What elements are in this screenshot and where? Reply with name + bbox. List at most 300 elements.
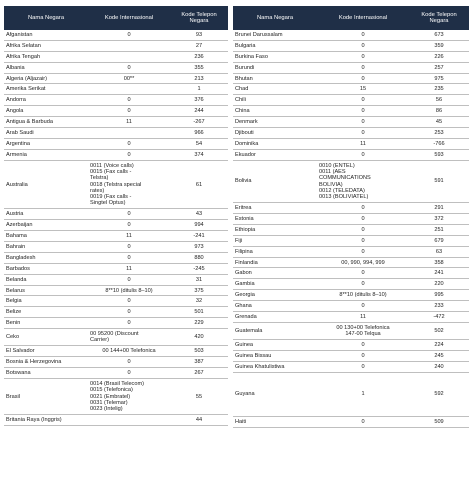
table-body	[233, 30, 469, 427]
international-code-line: 0	[127, 211, 131, 218]
country-name: Afrika Selatan	[4, 40, 88, 51]
international-code	[88, 357, 170, 368]
international-code	[317, 372, 409, 416]
country-name: Haiti	[233, 416, 317, 427]
country-name: Eritrea	[233, 203, 317, 214]
phone-code: 86	[409, 106, 469, 117]
international-code	[88, 263, 170, 274]
international-code-line: 0	[127, 254, 131, 261]
country-name: Ceko	[4, 329, 88, 346]
phone-code: 245	[409, 350, 469, 361]
international-code-line: 00 130+00 Telefonica	[336, 324, 390, 331]
international-code	[88, 160, 170, 209]
international-code-line: 0014 (Brasil Telecom)	[90, 381, 144, 388]
country-name: Guinea Bissau	[233, 350, 317, 361]
table-row	[4, 329, 228, 346]
international-code-line: 0	[127, 298, 131, 305]
international-code	[317, 73, 409, 84]
international-code-line: 00 144+00 Telefonica	[102, 348, 156, 355]
phone-code: 236	[170, 51, 228, 62]
international-code	[88, 368, 170, 379]
international-code-line: rates)	[90, 187, 105, 194]
table-row	[4, 84, 228, 95]
phone-code: 267	[170, 368, 228, 379]
table-row	[233, 416, 469, 427]
international-code-line	[90, 130, 168, 136]
phone-code: 213	[170, 73, 228, 84]
international-code	[88, 285, 170, 296]
international-code	[317, 84, 409, 95]
table-row	[233, 311, 469, 322]
phone-code: 995	[409, 290, 469, 301]
table-row	[4, 220, 228, 231]
international-code-line: 0	[127, 320, 131, 327]
country-name: Finlandia	[233, 257, 317, 268]
table-row	[233, 138, 469, 149]
international-code	[88, 149, 170, 160]
country-name: Antigua & Barbuda	[4, 117, 88, 128]
country-name: Brunei Darussalam	[233, 30, 317, 40]
phone-code: 93	[170, 30, 228, 40]
header-phone-code	[170, 6, 228, 30]
international-code	[317, 128, 409, 139]
table-header	[4, 6, 228, 30]
header-phone-code-line2: Negara	[429, 18, 449, 24]
international-code-line: 0011 (Voice calls)	[90, 162, 134, 169]
phone-code: 880	[170, 252, 228, 263]
table-row	[4, 274, 228, 285]
table-row	[4, 117, 228, 128]
international-code	[317, 322, 409, 339]
international-code	[88, 84, 170, 95]
international-code-line: 0	[361, 418, 365, 425]
country-name: Angola	[4, 106, 88, 117]
country-name: Gabon	[233, 268, 317, 279]
international-code	[317, 203, 409, 214]
international-code	[88, 242, 170, 253]
country-name: Belgia	[4, 296, 88, 307]
phone-code: 27	[170, 40, 228, 51]
country-name: Burkina Faso	[233, 51, 317, 62]
header-country: Nama Negara	[233, 6, 317, 30]
country-name: Bosnia & Herzegovina	[4, 357, 88, 368]
table-row	[4, 296, 228, 307]
international-code	[317, 40, 409, 51]
country-name: Gambia	[233, 279, 317, 290]
country-name: Afganistan	[4, 30, 88, 40]
header-phone-code-line1: Kode Telepon	[181, 11, 217, 18]
international-code-line: 0	[127, 370, 131, 377]
phone-code: 31	[170, 274, 228, 285]
country-name: Barbados	[4, 263, 88, 274]
phone-code: 233	[409, 301, 469, 312]
country-name: Albania	[4, 62, 88, 73]
table-row	[233, 128, 469, 139]
international-code-line	[90, 86, 168, 92]
phone-code: 679	[409, 235, 469, 246]
international-code	[317, 138, 409, 149]
phone-code: 1	[170, 84, 228, 95]
international-code-line: 00**	[123, 75, 135, 82]
header-phone-code-line2: Negara	[189, 18, 209, 24]
international-code-line: BOLIVIA)	[319, 181, 343, 188]
international-code	[317, 340, 409, 351]
table-row	[233, 40, 469, 51]
international-code-line: 0	[361, 119, 365, 126]
phone-code: 355	[170, 62, 228, 73]
table-row	[233, 279, 469, 290]
international-code-line: 0023 (Intelig)	[90, 406, 123, 413]
international-code-line: 0	[361, 205, 365, 212]
international-code-line: 0021 (Embratel)	[90, 393, 131, 400]
country-name: Filipina	[233, 246, 317, 257]
international-code-line: 11	[126, 265, 132, 272]
country-name: Andorra	[4, 95, 88, 106]
country-name: Ethiopia	[233, 224, 317, 235]
international-code-line: 11	[360, 140, 366, 147]
phone-code: 241	[409, 268, 469, 279]
international-code	[88, 117, 170, 128]
country-name: Chad	[233, 84, 317, 95]
table-row	[4, 51, 228, 62]
international-code-line	[90, 417, 168, 423]
international-code	[317, 301, 409, 312]
international-code-line: 0	[361, 281, 365, 288]
international-code-line: 0	[361, 64, 365, 71]
phone-code: 63	[409, 246, 469, 257]
table-row	[4, 160, 228, 209]
international-code-line: 0	[361, 108, 365, 115]
international-code	[88, 128, 170, 139]
international-code	[88, 296, 170, 307]
international-code-line: 00, 990, 994, 999	[341, 259, 385, 266]
phone-code: 975	[409, 73, 469, 84]
table-row	[233, 73, 469, 84]
international-code	[317, 224, 409, 235]
international-code-line: 0	[127, 244, 131, 251]
table-row	[4, 318, 228, 329]
international-code	[317, 268, 409, 279]
international-code-line: Telstra)	[90, 175, 109, 182]
table-row	[4, 263, 228, 274]
table-row	[4, 231, 228, 242]
international-code-line: Singtel Optus)	[90, 200, 126, 207]
international-code-line: 0	[127, 276, 131, 283]
international-code	[88, 30, 170, 40]
country-name: Bahrain	[4, 242, 88, 253]
country-name: Guatemala	[233, 322, 317, 339]
international-code	[88, 209, 170, 220]
international-code	[88, 62, 170, 73]
phone-code: 45	[409, 117, 469, 128]
international-code-line: 0015 (Fax calls -	[90, 168, 132, 175]
phone-code: 359	[409, 40, 469, 51]
phone-code: 420	[170, 329, 228, 346]
phone-code: 224	[409, 340, 469, 351]
international-code-line: 147-00 Telqua	[345, 331, 381, 338]
country-name: China	[233, 106, 317, 117]
international-code-line: 0	[361, 248, 365, 255]
country-name: Argentina	[4, 138, 88, 149]
phone-code: 61	[170, 160, 228, 209]
international-code-line: 0013 (BOLIVIATEL)	[319, 194, 369, 201]
international-code-line: 0012 (TELEDATA)	[319, 187, 365, 194]
table-row	[233, 62, 469, 73]
country-name: Guinea	[233, 340, 317, 351]
phone-code: -245	[170, 263, 228, 274]
international-code	[317, 246, 409, 257]
table-row	[233, 149, 469, 160]
table-row	[4, 252, 228, 263]
international-code-line	[90, 54, 168, 60]
country-name: Guyana	[233, 372, 317, 416]
phone-code: 229	[170, 318, 228, 329]
phone-code: 55	[170, 379, 228, 415]
international-code-line: 0	[127, 64, 131, 71]
international-code-line: 0	[361, 226, 365, 233]
table-row	[233, 322, 469, 339]
table-row	[4, 138, 228, 149]
phone-code: 375	[170, 285, 228, 296]
table-row	[4, 307, 228, 318]
international-code-line: 0	[361, 237, 365, 244]
table-row	[4, 73, 228, 84]
country-name: Fiji	[233, 235, 317, 246]
country-code-table-left	[4, 6, 228, 426]
international-code-line: 0	[361, 42, 365, 49]
international-code-line: 0	[361, 363, 365, 370]
phone-code: 43	[170, 209, 228, 220]
country-name: Georgia	[233, 290, 317, 301]
header-country: Nama Negara	[4, 6, 88, 30]
international-code-line: 0	[361, 130, 365, 137]
table-row	[4, 368, 228, 379]
table-row	[233, 51, 469, 62]
international-code	[317, 416, 409, 427]
country-name: Bulgaria	[233, 40, 317, 51]
country-name: Arab Saudi	[4, 128, 88, 139]
phone-code: 251	[409, 224, 469, 235]
international-code	[88, 51, 170, 62]
international-code-line: Carrier)	[90, 337, 109, 344]
country-name: Belize	[4, 307, 88, 318]
phone-code: 593	[409, 149, 469, 160]
country-name: Belarus	[4, 285, 88, 296]
phone-code: 592	[409, 372, 469, 416]
phone-code: 240	[409, 361, 469, 372]
table-row	[4, 415, 228, 426]
international-code	[88, 318, 170, 329]
phone-code: -267	[170, 117, 228, 128]
table-row	[4, 30, 228, 40]
international-code	[88, 231, 170, 242]
phone-code: 966	[170, 128, 228, 139]
country-name: Dominika	[233, 138, 317, 149]
international-code-line: 8**10 (ditulis 8–10)	[339, 292, 387, 299]
international-code-line	[90, 43, 168, 49]
country-code-table-right	[233, 6, 469, 428]
phone-code: -241	[170, 231, 228, 242]
table-row	[4, 149, 228, 160]
international-code	[88, 220, 170, 231]
country-name: Denmark	[233, 117, 317, 128]
international-code	[317, 235, 409, 246]
international-code-line: 0011 (AES	[319, 168, 346, 175]
country-name: Chili	[233, 95, 317, 106]
international-code	[317, 361, 409, 372]
country-name: Afrika Tengah	[4, 51, 88, 62]
international-code	[317, 106, 409, 117]
table-row	[233, 160, 469, 202]
table-row	[4, 242, 228, 253]
international-code-line: 0	[127, 140, 131, 147]
phone-code: 973	[170, 242, 228, 253]
country-name: Estonia	[233, 213, 317, 224]
international-code	[317, 95, 409, 106]
phone-code: 502	[409, 322, 469, 339]
international-code	[88, 329, 170, 346]
table-row	[233, 95, 469, 106]
table-row	[4, 379, 228, 415]
country-name: Ekuador	[233, 149, 317, 160]
country-name: Bahama	[4, 231, 88, 242]
phone-code: 673	[409, 30, 469, 40]
table-row	[233, 235, 469, 246]
country-name: Azerbaijan	[4, 220, 88, 231]
table-row	[233, 84, 469, 95]
phone-code: 235	[409, 84, 469, 95]
country-name: Amerika Serikat	[4, 84, 88, 95]
table-row	[4, 209, 228, 220]
phone-code: 220	[409, 279, 469, 290]
phone-code: 501	[170, 307, 228, 318]
phone-code: 376	[170, 95, 228, 106]
international-code	[317, 160, 409, 202]
phone-code: 226	[409, 51, 469, 62]
country-name: Bolivia	[233, 160, 317, 202]
table-row	[233, 290, 469, 301]
international-code-line: 0	[127, 151, 131, 158]
table-row	[233, 301, 469, 312]
international-code	[317, 51, 409, 62]
international-code-line: 00 95200 (Discount	[90, 331, 139, 338]
international-code-line: 0	[361, 270, 365, 277]
international-code	[317, 117, 409, 128]
international-code-line: 0019 (Fax calls -	[90, 194, 132, 201]
header-international-code: Kode Internasional	[88, 6, 170, 30]
country-name: Brasil	[4, 379, 88, 415]
country-name: Algeria (Aljazair)	[4, 73, 88, 84]
international-code	[317, 213, 409, 224]
phone-code: 372	[409, 213, 469, 224]
country-name: Grenada	[233, 311, 317, 322]
table-row	[233, 257, 469, 268]
international-code	[88, 138, 170, 149]
international-code-line: 0	[361, 352, 365, 359]
country-name: Belanda	[4, 274, 88, 285]
table-row	[233, 246, 469, 257]
phone-code: 257	[409, 62, 469, 73]
table-header	[233, 6, 469, 30]
international-code	[317, 279, 409, 290]
international-code	[88, 73, 170, 84]
table-row	[4, 357, 228, 368]
international-code	[88, 346, 170, 357]
international-code	[317, 257, 409, 268]
table-row	[233, 268, 469, 279]
country-name: Austria	[4, 209, 88, 220]
country-name: Britania Raya (Inggris)	[4, 415, 88, 426]
table-row	[233, 106, 469, 117]
international-code-line: 0	[127, 32, 131, 38]
table-row	[233, 30, 469, 40]
phone-code: -766	[409, 138, 469, 149]
international-code	[88, 40, 170, 51]
international-code	[88, 252, 170, 263]
table-row	[233, 340, 469, 351]
international-code-line: 0010 (ENTEL)	[319, 162, 355, 169]
table-row	[4, 40, 228, 51]
phone-code: 591	[409, 160, 469, 202]
international-code-line: 11	[126, 119, 132, 126]
phone-code: 54	[170, 138, 228, 149]
international-code	[88, 379, 170, 415]
country-name: Djibouti	[233, 128, 317, 139]
phone-code: 358	[409, 257, 469, 268]
header-phone-code	[409, 6, 469, 30]
international-code	[317, 350, 409, 361]
international-code-line: 0031 (Telemar)	[90, 399, 128, 406]
international-code-line: 11	[126, 233, 132, 240]
international-code	[317, 62, 409, 73]
country-name: Bhutan	[233, 73, 317, 84]
international-code	[317, 149, 409, 160]
international-code-line: 0	[127, 309, 131, 316]
international-code-line: 0018 (Telstra special	[90, 181, 142, 188]
international-code-line: 0	[127, 359, 131, 366]
international-code-line: 0	[127, 108, 131, 115]
table-row	[233, 361, 469, 372]
country-name: Bangladesh	[4, 252, 88, 263]
phone-code: 509	[409, 416, 469, 427]
international-code-line: COMMUNICATIONS	[319, 175, 371, 182]
table-row	[233, 372, 469, 416]
country-name: Guinea Khatulistiwa	[233, 361, 317, 372]
phone-code: -472	[409, 311, 469, 322]
phone-code: 374	[170, 149, 228, 160]
international-code-line: 0015 (Telefonica)	[90, 387, 133, 394]
international-code-line: 0	[361, 32, 365, 38]
international-code-line: 0	[127, 222, 131, 229]
phone-code: 56	[409, 95, 469, 106]
phone-code: 244	[170, 106, 228, 117]
phone-code: 503	[170, 346, 228, 357]
international-code-line: 1	[361, 391, 365, 398]
international-code-line: 0	[361, 303, 365, 310]
international-code-line: 0	[361, 342, 365, 349]
international-code	[317, 30, 409, 40]
table-row	[4, 285, 228, 296]
table-row	[233, 117, 469, 128]
country-name: Australia	[4, 160, 88, 209]
table-body	[4, 30, 228, 425]
phone-code: 291	[409, 203, 469, 214]
phone-code: 32	[170, 296, 228, 307]
table-row	[4, 62, 228, 73]
phone-code: 387	[170, 357, 228, 368]
international-code-line: 0	[361, 53, 365, 60]
table-row	[4, 106, 228, 117]
